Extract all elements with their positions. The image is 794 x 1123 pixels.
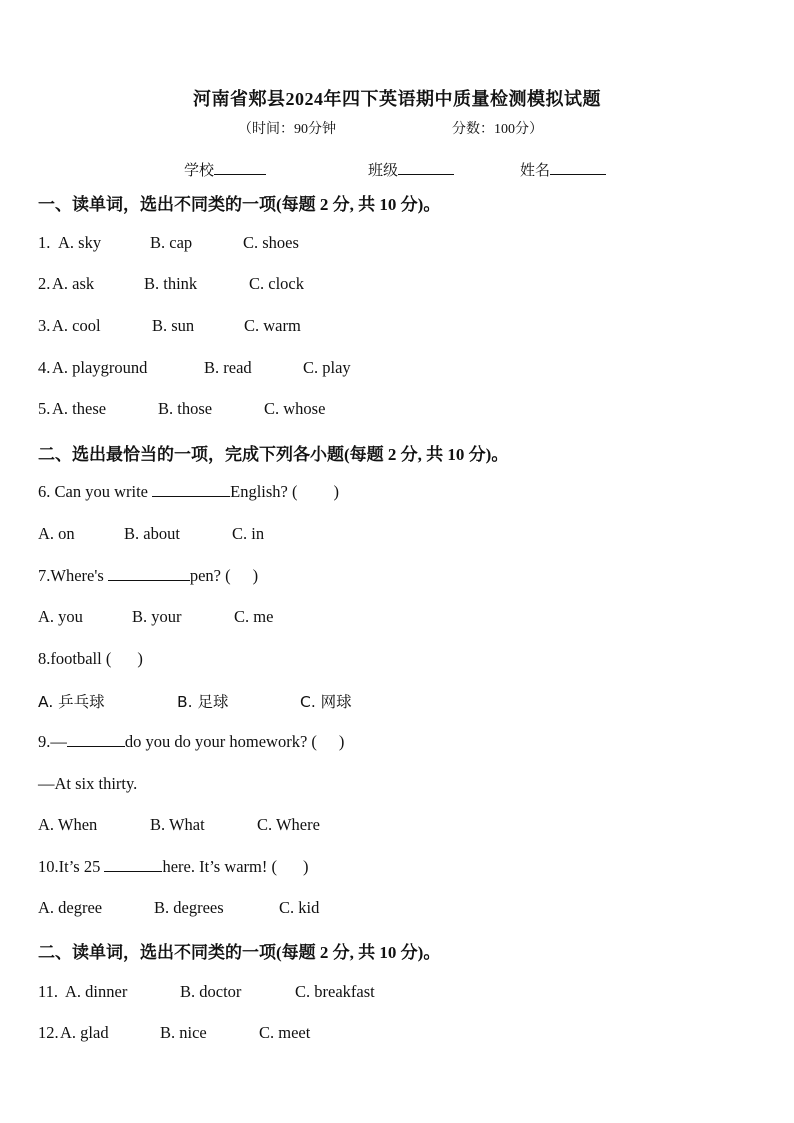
option-c[interactable]: C. meet: [259, 1023, 311, 1042]
question-row: [38, 274, 304, 294]
bracket-close: ): [333, 482, 339, 501]
option-a[interactable]: A. these: [52, 399, 107, 418]
question-stem: [38, 857, 309, 877]
option-c[interactable]: C. warm: [244, 316, 301, 335]
option-c[interactable]: C. kid: [279, 898, 320, 917]
question-stem: [38, 649, 143, 669]
option-a[interactable]: A. When: [38, 815, 98, 834]
option-b[interactable]: B. nice: [160, 1023, 207, 1042]
question-row: [38, 982, 375, 1002]
stem-text: 10.It’s 25: [38, 857, 105, 876]
option-b[interactable]: B. doctor: [180, 982, 242, 1001]
answer-blank[interactable]: [152, 496, 230, 497]
option-a[interactable]: A. playground: [52, 358, 148, 377]
option-b[interactable]: B. sun: [152, 316, 195, 335]
question-row: [38, 1023, 311, 1043]
question-number: 3.: [38, 316, 51, 335]
question-row: [38, 399, 326, 419]
option-a[interactable]: A. sky: [58, 233, 102, 252]
class-blank[interactable]: [398, 174, 454, 175]
question-number: 1.: [38, 233, 51, 252]
option-c[interactable]: C. shoes: [243, 233, 299, 252]
option-c[interactable]: C. play: [303, 358, 351, 377]
option-a[interactable]: A. cool: [52, 316, 101, 335]
option-a[interactable]: A. degree: [38, 898, 103, 917]
section-heading: 二、选出最恰当的一项，完成下列各小题(每题 2 分, 共 10 分)。: [38, 445, 509, 464]
option-b[interactable]: B. about: [124, 524, 180, 543]
question-row: [38, 233, 299, 253]
dialogue-answer: —At six thirty.: [38, 774, 138, 793]
stem-text: do you do your homework? (: [124, 732, 317, 751]
stem-text: pen? (: [189, 566, 231, 585]
answer-blank[interactable]: [67, 746, 125, 747]
school-label: 学校: [184, 163, 215, 179]
question-number: 11.: [38, 982, 59, 1001]
option-a[interactable]: A. on: [38, 524, 75, 543]
stem-text: 9.—: [38, 732, 67, 751]
name-label: 姓名: [520, 163, 551, 179]
school-blank[interactable]: [214, 174, 266, 175]
question-number: 2.: [38, 274, 51, 293]
option-a[interactable]: A. you: [38, 607, 83, 626]
option-b[interactable]: B. read: [204, 358, 252, 377]
option-c[interactable]: C. whose: [264, 399, 326, 418]
name-field: [520, 159, 606, 180]
stem-text: 7.Where's: [38, 566, 108, 585]
stem-text: 6. Can you write: [38, 482, 153, 501]
option-c[interactable]: C. 网球: [300, 693, 352, 711]
section-heading: 二、读单词，选出不同类的一项(每题 2 分, 共 10 分)。: [38, 943, 441, 962]
answer-blank[interactable]: [108, 580, 190, 581]
bracket-close: ): [137, 649, 143, 668]
section-heading: 一、读单词，选出不同类的一项(每题 2 分, 共 10 分)。: [38, 195, 441, 214]
option-b[interactable]: B. degrees: [154, 898, 224, 917]
exam-score: 分数：100分）: [452, 122, 543, 137]
option-a[interactable]: A. ask: [52, 274, 95, 293]
page-title: 河南省郏县2024年四下英语期中质量检测模拟试题: [193, 89, 601, 109]
stem-text: English? (: [230, 482, 298, 501]
class-field: [368, 159, 454, 180]
option-b[interactable]: B. cap: [150, 233, 193, 252]
option-b[interactable]: B. those: [158, 399, 213, 418]
option-c[interactable]: C. me: [234, 607, 274, 626]
option-b[interactable]: B. 足球: [177, 693, 229, 711]
bracket-close: ): [252, 566, 259, 585]
question-stem: [38, 732, 344, 752]
option-c[interactable]: C. Where: [257, 815, 320, 834]
option-a[interactable]: A. dinner: [65, 982, 128, 1001]
option-b[interactable]: B. What: [150, 815, 205, 834]
option-a[interactable]: A. 乒乓球: [38, 693, 105, 711]
question-row: [38, 316, 301, 336]
question-stem: [38, 482, 339, 502]
question-number: 4.: [38, 358, 51, 377]
option-b[interactable]: B. think: [144, 274, 198, 293]
option-c[interactable]: C. in: [232, 524, 265, 543]
option-c[interactable]: C. clock: [249, 274, 304, 293]
option-b[interactable]: B. your: [132, 607, 182, 626]
question-number: 12.: [38, 1023, 59, 1042]
question-row: [38, 358, 351, 378]
school-field: [184, 159, 266, 180]
option-a[interactable]: A. glad: [60, 1023, 109, 1042]
question-stem: [38, 566, 258, 586]
stem-text: 8.football (: [38, 649, 112, 668]
stem-text: here. It’s warm! (: [162, 857, 278, 876]
bracket-close: ): [303, 857, 309, 876]
exam-time: （时间：90分钟: [238, 122, 336, 137]
option-c[interactable]: C. breakfast: [295, 982, 375, 1001]
question-number: 5.: [38, 399, 51, 418]
class-label: 班级: [368, 163, 399, 179]
name-blank[interactable]: [550, 174, 606, 175]
bracket-close: ): [338, 732, 345, 751]
answer-blank[interactable]: [104, 871, 162, 872]
